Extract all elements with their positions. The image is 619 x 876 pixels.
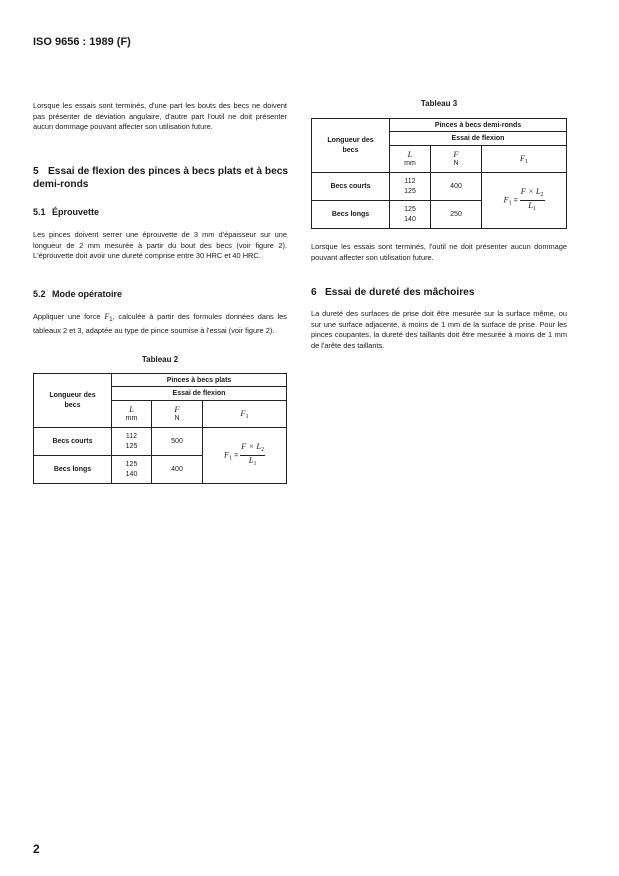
section-5-1-heading: [33, 207, 99, 217]
section-5-number: 5: [33, 166, 39, 177]
section-5-1-paragraph: Les pinces doivent serrer une éprouvette de 3 mm d'épaisseur sur une longueur de 2 mm mesurée à partir du bout des becs (voir figure 2). L'éprouvette doit avoir une dureté comprise entre 30 HRC et 40 HRC.: [33, 230, 287, 261]
tableau-3-col-header: Pinces à becs demi-ronds: [390, 119, 567, 132]
section-5-2-text-b: , calculée à partir des formules données dans les tableaux 2 et 3, adaptée au type de pince soumise à l'essai (voir figure 2).: [33, 312, 287, 335]
tableau-3-row-label: Becs courts: [312, 173, 390, 201]
tableau-2-row-l: 125 140: [112, 456, 152, 484]
tableau-3-caption: Tableau 3: [420, 99, 458, 108]
tableau-2-l-header: L mm: [112, 401, 152, 428]
tableau-2-sub-header: Essai de flexion: [112, 387, 287, 401]
section-6-paragraph: La dureté des surfaces de prise doit être mesurée sur la surface même, ou sur une surface adjacente, à moins de 1 mm de la surface de prise. Pour les pinces coupantes, la dureté des taillants doit être mesurée à moins de 1 mm de l'arête des taillants.: [311, 309, 567, 350]
tableau-3-row-header: Longueur des becs: [312, 119, 390, 173]
tableau-2-col-header: Pinces à becs plats: [112, 374, 287, 387]
tableau-2-formula: F1 = $\frac{F \times L_2}{L_1}$: [203, 428, 287, 484]
tableau-2-f-header: F N: [152, 401, 203, 428]
tableau-2-caption: Tableau 2: [141, 355, 179, 364]
tableau-3-row-l: 125 140: [390, 201, 431, 229]
tableau-2-row-header: Longueur des becs: [34, 374, 112, 428]
tableau-3-l-header: L mm: [390, 146, 431, 173]
document-header: ISO 9656 : 1989 (F): [33, 36, 131, 48]
tableau-2-row-label: Becs longs: [34, 456, 112, 484]
section-5-title: Essai de flexion des pinces à becs plats et à becs demi-ronds: [33, 166, 289, 190]
f1-symbol: F: [104, 312, 110, 321]
tableau-2: [33, 373, 287, 484]
tableau-3-f-header: F N: [431, 146, 482, 173]
section-5-2-heading: [33, 289, 122, 299]
section-6-number: 6: [311, 287, 317, 298]
tableau-3-row-l: 112 125: [390, 173, 431, 201]
section-5-2-text-a: Appliquer une force: [33, 312, 101, 321]
section-5-2-number: 5.2: [33, 289, 46, 299]
tableau-3-row-label: Becs longs: [312, 201, 390, 229]
tableau-2-f1-header: F1: [203, 401, 287, 428]
section-5-heading: [33, 165, 293, 191]
tableau-3: [311, 118, 567, 229]
tableau-3-row-f: 250: [431, 201, 482, 229]
section-6-title: Essai de dureté des mâchoires: [325, 287, 475, 298]
f1-subscript: 1: [109, 317, 113, 323]
section-5-2-paragraph: [33, 312, 287, 336]
section-6-heading: [311, 286, 567, 299]
intro-paragraph: Lorsque les essais sont terminés, d'une part les bouts des becs ne doivent pas présenter de déviation angulaire, d'autre part l'outil ne doit présenter aucun dommage pouvant affecter son utilisation future.: [33, 101, 287, 132]
tableau-3-row-f: 400: [431, 173, 482, 201]
tableau-3-sub-header: Essai de flexion: [390, 132, 567, 146]
tableau-2-row-l: 112 125: [112, 428, 152, 456]
tableau-3-formula: F1 = $\frac{F \times L_2}{L_1}$: [482, 173, 567, 229]
tableau-2-row-f: 500: [152, 428, 203, 456]
section-5-1-number: 5.1: [33, 207, 46, 217]
after-table-paragraph: Lorsque les essais sont terminés, l'outil ne doit présenter aucun dommage pouvant affecter son utilisation future.: [311, 242, 567, 262]
section-5-1-title: Éprouvette: [52, 207, 100, 217]
tableau-2-row-f: 400: [152, 456, 203, 484]
tableau-3-f1-header: F1: [482, 146, 567, 173]
page-number: 2: [33, 842, 40, 856]
tableau-2-row-label: Becs courts: [34, 428, 112, 456]
section-5-2-title: Mode opératoire: [52, 289, 123, 299]
